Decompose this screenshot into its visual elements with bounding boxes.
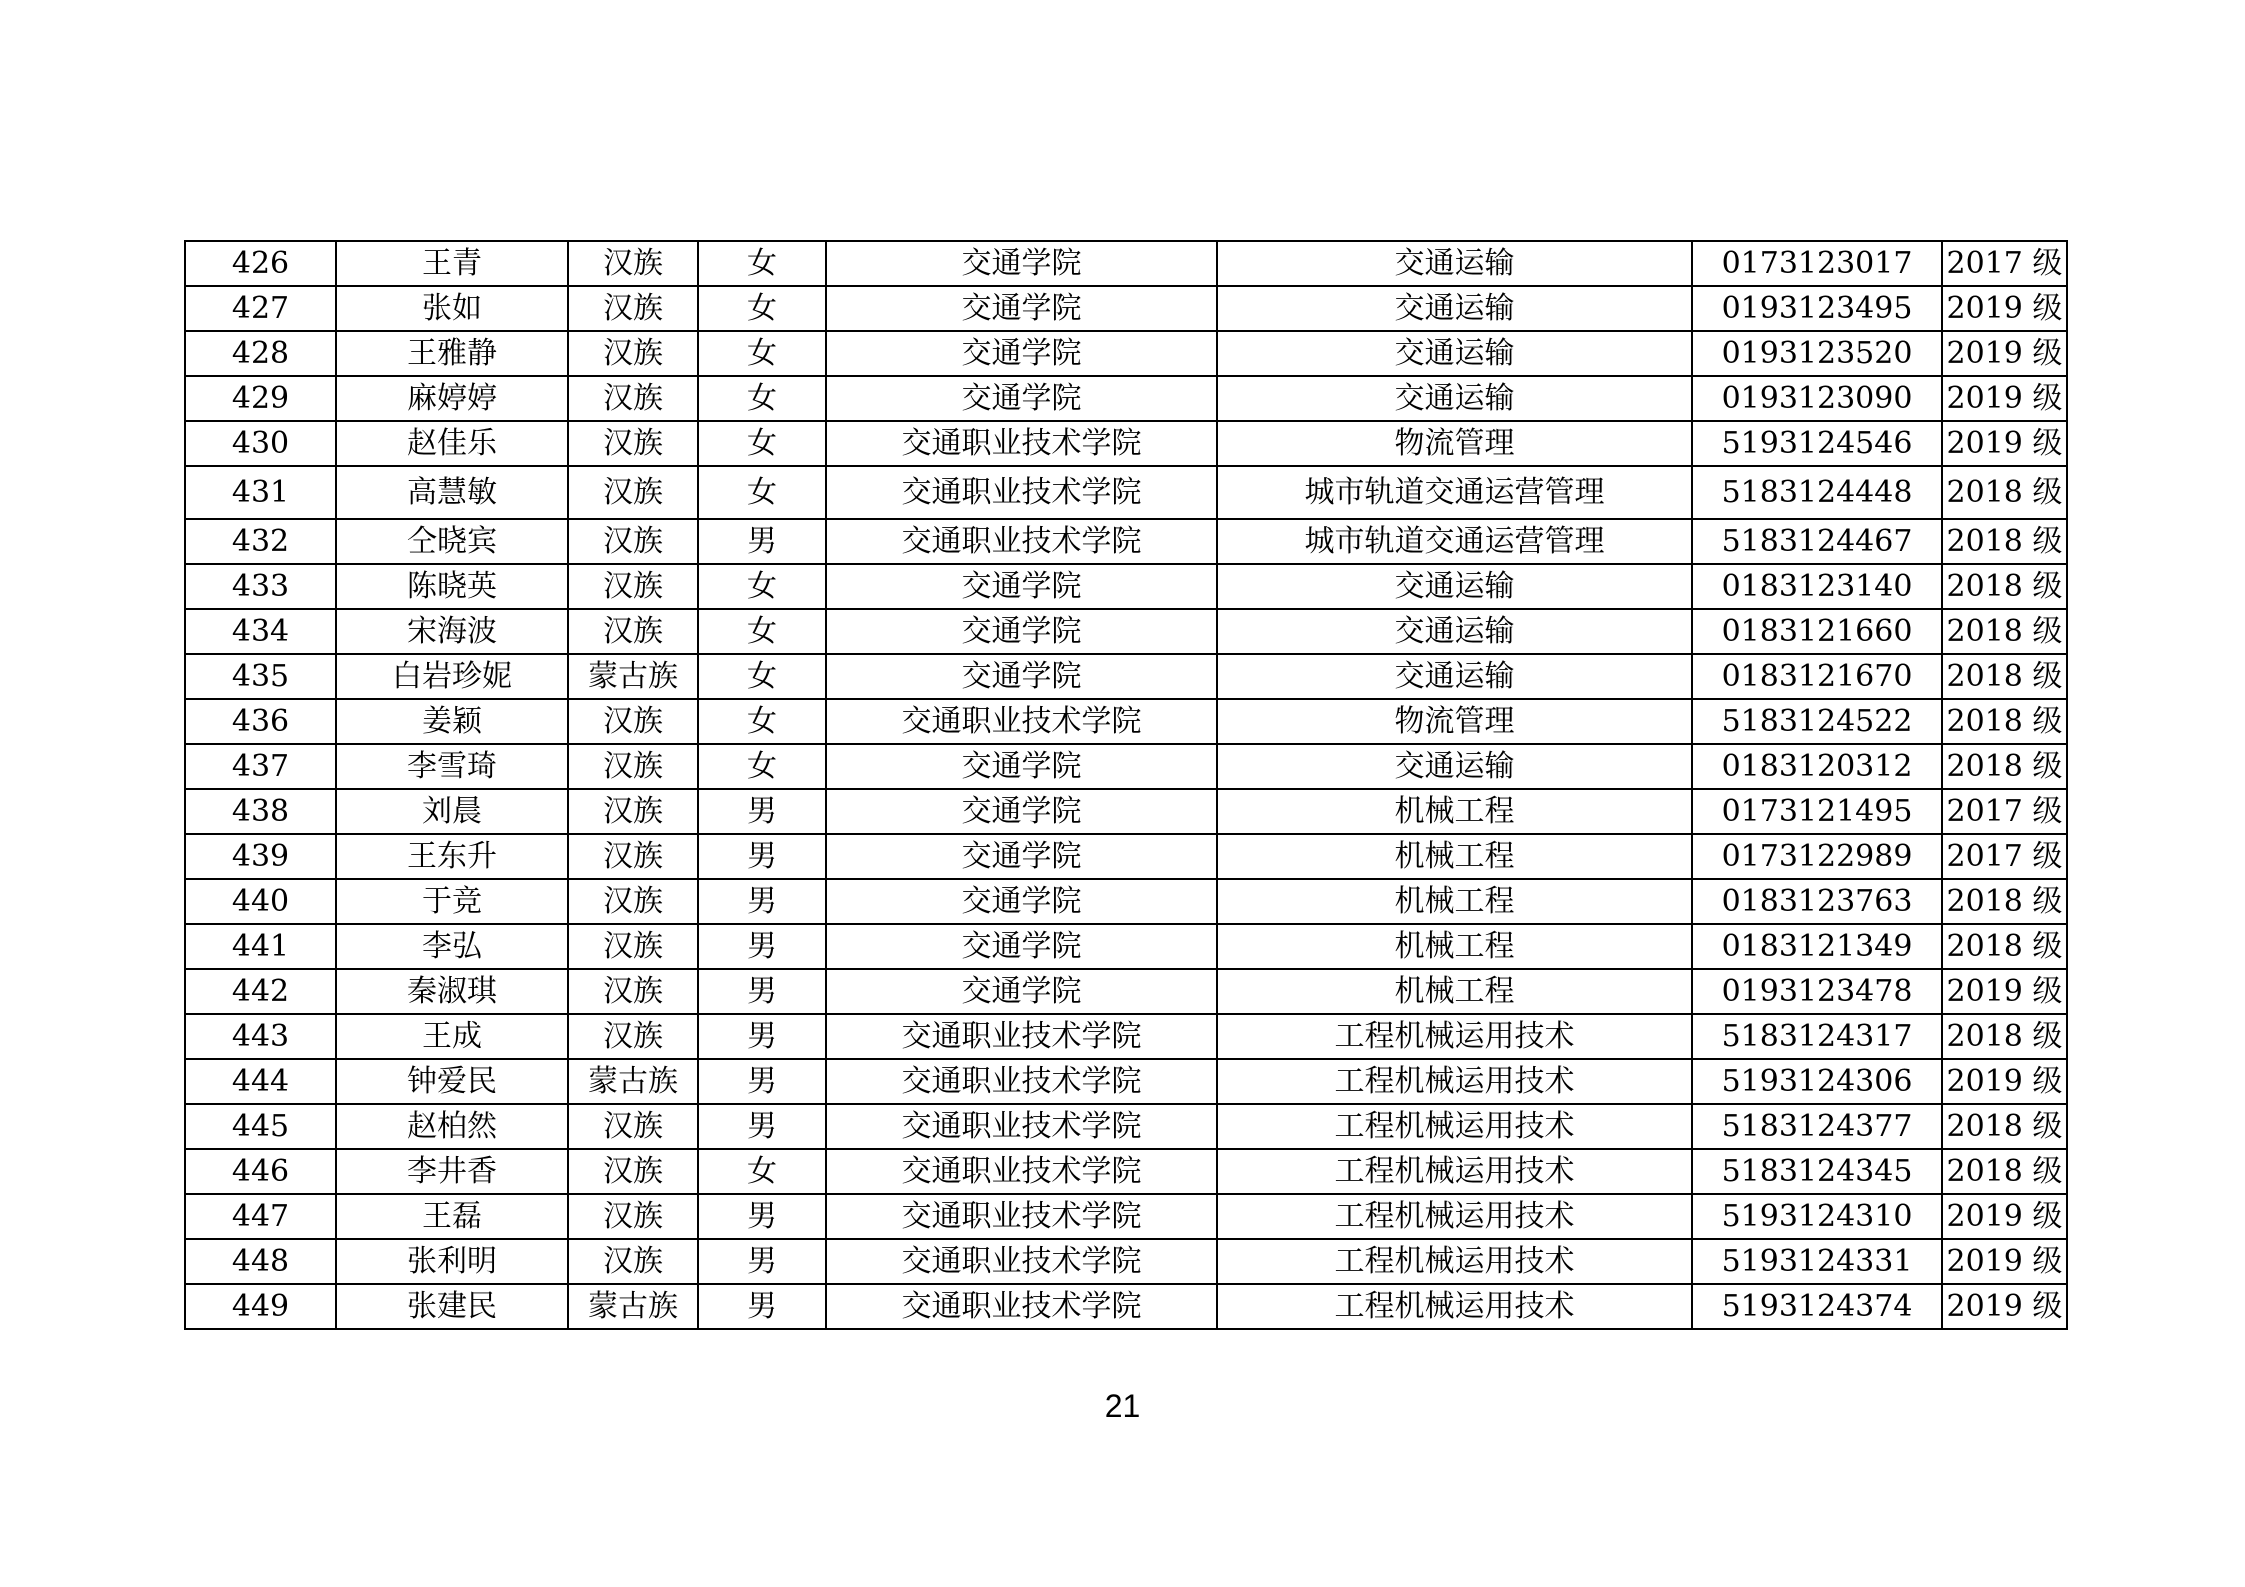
gender-cell: 男: [698, 1059, 826, 1104]
grade-cell: 2018 级: [1942, 1149, 2067, 1194]
row-number-cell: 427: [185, 286, 336, 331]
student-id-cell: 5183124377: [1692, 1104, 1942, 1149]
ethnicity-cell: 汉族: [568, 789, 698, 834]
ethnicity-cell: 汉族: [568, 519, 698, 564]
table-row: [185, 924, 2067, 969]
ethnicity-cell: 汉族: [568, 609, 698, 654]
ethnicity-cell: 汉族: [568, 879, 698, 924]
student-name-cell: 李雪琦: [336, 744, 568, 789]
student-id-cell: 5193124306: [1692, 1059, 1942, 1104]
student-name-cell: 王青: [336, 241, 568, 286]
student-id-cell: 0193123495: [1692, 286, 1942, 331]
student-id-cell: 5183124522: [1692, 699, 1942, 744]
grade-cell: 2018 级: [1942, 1104, 2067, 1149]
college-cell: 交通职业技术学院: [826, 699, 1217, 744]
gender-cell: 女: [698, 564, 826, 609]
table-row: [185, 1059, 2067, 1104]
major-cell: 城市轨道交通运营管理: [1217, 519, 1692, 564]
student-id-cell: 0193123520: [1692, 331, 1942, 376]
college-cell: 交通学院: [826, 331, 1217, 376]
college-cell: 交通学院: [826, 924, 1217, 969]
grade-cell: 2018 级: [1942, 924, 2067, 969]
student-name-cell: 李井香: [336, 1149, 568, 1194]
major-cell: 工程机械运用技术: [1217, 1194, 1692, 1239]
college-cell: 交通学院: [826, 834, 1217, 879]
student-name-cell: 王成: [336, 1014, 568, 1059]
ethnicity-cell: 汉族: [568, 924, 698, 969]
table-row: [185, 609, 2067, 654]
row-number-cell: 436: [185, 699, 336, 744]
row-number-cell: 446: [185, 1149, 336, 1194]
grade-cell: 2018 级: [1942, 519, 2067, 564]
student-name-cell: 姜颖: [336, 699, 568, 744]
major-cell: 工程机械运用技术: [1217, 1149, 1692, 1194]
major-cell: 工程机械运用技术: [1217, 1284, 1692, 1329]
student-name-cell: 赵佳乐: [336, 421, 568, 466]
student-id-cell: 5183124467: [1692, 519, 1942, 564]
student-name-cell: 宋海波: [336, 609, 568, 654]
gender-cell: 男: [698, 1104, 826, 1149]
gender-cell: 女: [698, 421, 826, 466]
gender-cell: 女: [698, 609, 826, 654]
student-name-cell: 李弘: [336, 924, 568, 969]
row-number-cell: 429: [185, 376, 336, 421]
gender-cell: 女: [698, 699, 826, 744]
row-number-cell: 431: [185, 466, 336, 519]
student-id-cell: 0183123140: [1692, 564, 1942, 609]
row-number-cell: 443: [185, 1014, 336, 1059]
gender-cell: 女: [698, 654, 826, 699]
row-number-cell: 434: [185, 609, 336, 654]
row-number-cell: 449: [185, 1284, 336, 1329]
student-name-cell: 秦淑琪: [336, 969, 568, 1014]
page-number: 21: [1104, 1388, 1141, 1424]
major-cell: 机械工程: [1217, 834, 1692, 879]
major-cell: 物流管理: [1217, 421, 1692, 466]
college-cell: 交通学院: [826, 564, 1217, 609]
college-cell: 交通职业技术学院: [826, 1104, 1217, 1149]
gender-cell: 女: [698, 331, 826, 376]
college-cell: 交通学院: [826, 376, 1217, 421]
row-number-cell: 447: [185, 1194, 336, 1239]
table-row: [185, 654, 2067, 699]
gender-cell: 男: [698, 879, 826, 924]
college-cell: 交通学院: [826, 286, 1217, 331]
college-cell: 交通职业技术学院: [826, 1239, 1217, 1284]
table-row: [185, 519, 2067, 564]
student-id-cell: 0183120312: [1692, 744, 1942, 789]
college-cell: 交通学院: [826, 969, 1217, 1014]
grade-cell: 2019 级: [1942, 1284, 2067, 1329]
gender-cell: 男: [698, 924, 826, 969]
table-row: [185, 466, 2067, 519]
grade-cell: 2017 级: [1942, 241, 2067, 286]
table-row: [185, 421, 2067, 466]
grade-cell: 2019 级: [1942, 1194, 2067, 1239]
grade-cell: 2018 级: [1942, 466, 2067, 519]
table-row: [185, 241, 2067, 286]
ethnicity-cell: 汉族: [568, 744, 698, 789]
row-number-cell: 426: [185, 241, 336, 286]
college-cell: 交通职业技术学院: [826, 466, 1217, 519]
gender-cell: 男: [698, 1284, 826, 1329]
student-name-cell: 仝晓宾: [336, 519, 568, 564]
table-row: [185, 789, 2067, 834]
student-name-cell: 于竞: [336, 879, 568, 924]
student-id-cell: 5193124374: [1692, 1284, 1942, 1329]
major-cell: 交通运输: [1217, 609, 1692, 654]
major-cell: 机械工程: [1217, 969, 1692, 1014]
row-number-cell: 435: [185, 654, 336, 699]
table-row: [185, 331, 2067, 376]
student-id-cell: 5193124546: [1692, 421, 1942, 466]
grade-cell: 2017 级: [1942, 789, 2067, 834]
grade-cell: 2018 级: [1942, 879, 2067, 924]
grade-cell: 2019 级: [1942, 421, 2067, 466]
ethnicity-cell: 汉族: [568, 331, 698, 376]
college-cell: 交通学院: [826, 744, 1217, 789]
table-row: [185, 286, 2067, 331]
row-number-cell: 439: [185, 834, 336, 879]
grade-cell: 2018 级: [1942, 1014, 2067, 1059]
row-number-cell: 433: [185, 564, 336, 609]
student-name-cell: 钟爱民: [336, 1059, 568, 1104]
student-roster-table: [184, 240, 2068, 1330]
row-number-cell: 428: [185, 331, 336, 376]
table-row: [185, 969, 2067, 1014]
ethnicity-cell: 汉族: [568, 241, 698, 286]
student-id-cell: 5183124317: [1692, 1014, 1942, 1059]
gender-cell: 女: [698, 376, 826, 421]
row-number-cell: 437: [185, 744, 336, 789]
ethnicity-cell: 汉族: [568, 1149, 698, 1194]
student-name-cell: 张如: [336, 286, 568, 331]
student-id-cell: 5183124345: [1692, 1149, 1942, 1194]
ethnicity-cell: 汉族: [568, 699, 698, 744]
major-cell: 交通运输: [1217, 376, 1692, 421]
table-row: [185, 1194, 2067, 1239]
ethnicity-cell: 汉族: [568, 376, 698, 421]
gender-cell: 男: [698, 1194, 826, 1239]
student-id-cell: 0193123478: [1692, 969, 1942, 1014]
table-row: [185, 1149, 2067, 1194]
grade-cell: 2018 级: [1942, 654, 2067, 699]
major-cell: 交通运输: [1217, 331, 1692, 376]
table-row: [185, 744, 2067, 789]
gender-cell: 女: [698, 1149, 826, 1194]
grade-cell: 2018 级: [1942, 564, 2067, 609]
college-cell: 交通职业技术学院: [826, 1194, 1217, 1239]
table-row: [185, 1014, 2067, 1059]
ethnicity-cell: 汉族: [568, 1239, 698, 1284]
ethnicity-cell: 汉族: [568, 1104, 698, 1149]
table-row: [185, 879, 2067, 924]
row-number-cell: 441: [185, 924, 336, 969]
major-cell: 工程机械运用技术: [1217, 1104, 1692, 1149]
student-id-cell: 0173122989: [1692, 834, 1942, 879]
row-number-cell: 432: [185, 519, 336, 564]
college-cell: 交通职业技术学院: [826, 1284, 1217, 1329]
gender-cell: 女: [698, 286, 826, 331]
table-row: [185, 376, 2067, 421]
gender-cell: 女: [698, 241, 826, 286]
major-cell: 交通运输: [1217, 564, 1692, 609]
ethnicity-cell: 汉族: [568, 564, 698, 609]
row-number-cell: 430: [185, 421, 336, 466]
major-cell: 工程机械运用技术: [1217, 1014, 1692, 1059]
college-cell: 交通职业技术学院: [826, 421, 1217, 466]
gender-cell: 男: [698, 519, 826, 564]
ethnicity-cell: 汉族: [568, 1014, 698, 1059]
ethnicity-cell: 汉族: [568, 466, 698, 519]
row-number-cell: 442: [185, 969, 336, 1014]
gender-cell: 男: [698, 969, 826, 1014]
college-cell: 交通职业技术学院: [826, 1014, 1217, 1059]
major-cell: 机械工程: [1217, 879, 1692, 924]
grade-cell: 2019 级: [1942, 376, 2067, 421]
grade-cell: 2019 级: [1942, 331, 2067, 376]
row-number-cell: 438: [185, 789, 336, 834]
row-number-cell: 448: [185, 1239, 336, 1284]
gender-cell: 女: [698, 744, 826, 789]
table-row: [185, 834, 2067, 879]
table-row: [185, 1104, 2067, 1149]
student-name-cell: 陈晓英: [336, 564, 568, 609]
college-cell: 交通学院: [826, 789, 1217, 834]
grade-cell: 2018 级: [1942, 744, 2067, 789]
row-number-cell: 444: [185, 1059, 336, 1104]
student-name-cell: 白岩珍妮: [336, 654, 568, 699]
student-name-cell: 张建民: [336, 1284, 568, 1329]
student-id-cell: 0183123763: [1692, 879, 1942, 924]
student-id-cell: 0183121349: [1692, 924, 1942, 969]
student-id-cell: 5193124310: [1692, 1194, 1942, 1239]
student-name-cell: 王磊: [336, 1194, 568, 1239]
table-row: [185, 564, 2067, 609]
ethnicity-cell: 汉族: [568, 1194, 698, 1239]
major-cell: 工程机械运用技术: [1217, 1239, 1692, 1284]
gender-cell: 男: [698, 1014, 826, 1059]
college-cell: 交通职业技术学院: [826, 1059, 1217, 1104]
college-cell: 交通学院: [826, 241, 1217, 286]
grade-cell: 2019 级: [1942, 1059, 2067, 1104]
student-id-cell: 0193123090: [1692, 376, 1942, 421]
major-cell: 机械工程: [1217, 924, 1692, 969]
gender-cell: 女: [698, 466, 826, 519]
student-name-cell: 王雅静: [336, 331, 568, 376]
ethnicity-cell: 蒙古族: [568, 654, 698, 699]
grade-cell: 2019 级: [1942, 1239, 2067, 1284]
student-id-cell: 0173121495: [1692, 789, 1942, 834]
student-name-cell: 麻婷婷: [336, 376, 568, 421]
college-cell: 交通职业技术学院: [826, 1149, 1217, 1194]
grade-cell: 2017 级: [1942, 834, 2067, 879]
college-cell: 交通职业技术学院: [826, 519, 1217, 564]
ethnicity-cell: 汉族: [568, 421, 698, 466]
student-id-cell: 5193124331: [1692, 1239, 1942, 1284]
grade-cell: 2018 级: [1942, 609, 2067, 654]
ethnicity-cell: 蒙古族: [568, 1059, 698, 1104]
roster-body: [185, 241, 2067, 1329]
student-id-cell: 5183124448: [1692, 466, 1942, 519]
table-row: [185, 699, 2067, 744]
major-cell: 交通运输: [1217, 286, 1692, 331]
student-name-cell: 张利明: [336, 1239, 568, 1284]
row-number-cell: 445: [185, 1104, 336, 1149]
ethnicity-cell: 蒙古族: [568, 1284, 698, 1329]
ethnicity-cell: 汉族: [568, 969, 698, 1014]
grade-cell: 2019 级: [1942, 969, 2067, 1014]
major-cell: 交通运输: [1217, 654, 1692, 699]
major-cell: 交通运输: [1217, 744, 1692, 789]
major-cell: 机械工程: [1217, 789, 1692, 834]
row-number-cell: 440: [185, 879, 336, 924]
major-cell: 物流管理: [1217, 699, 1692, 744]
table-row: [185, 1284, 2067, 1329]
major-cell: 交通运输: [1217, 241, 1692, 286]
college-cell: 交通学院: [826, 879, 1217, 924]
grade-cell: 2019 级: [1942, 286, 2067, 331]
ethnicity-cell: 汉族: [568, 286, 698, 331]
student-name-cell: 刘晨: [336, 789, 568, 834]
gender-cell: 男: [698, 834, 826, 879]
student-name-cell: 赵柏然: [336, 1104, 568, 1149]
student-id-cell: 0183121660: [1692, 609, 1942, 654]
college-cell: 交通学院: [826, 609, 1217, 654]
gender-cell: 男: [698, 789, 826, 834]
student-name-cell: 高慧敏: [336, 466, 568, 519]
major-cell: 城市轨道交通运营管理: [1217, 466, 1692, 519]
gender-cell: 男: [698, 1239, 826, 1284]
major-cell: 工程机械运用技术: [1217, 1059, 1692, 1104]
table-row: [185, 1239, 2067, 1284]
grade-cell: 2018 级: [1942, 699, 2067, 744]
college-cell: 交通学院: [826, 654, 1217, 699]
ethnicity-cell: 汉族: [568, 834, 698, 879]
student-id-cell: 0183121670: [1692, 654, 1942, 699]
student-id-cell: 0173123017: [1692, 241, 1942, 286]
student-name-cell: 王东升: [336, 834, 568, 879]
